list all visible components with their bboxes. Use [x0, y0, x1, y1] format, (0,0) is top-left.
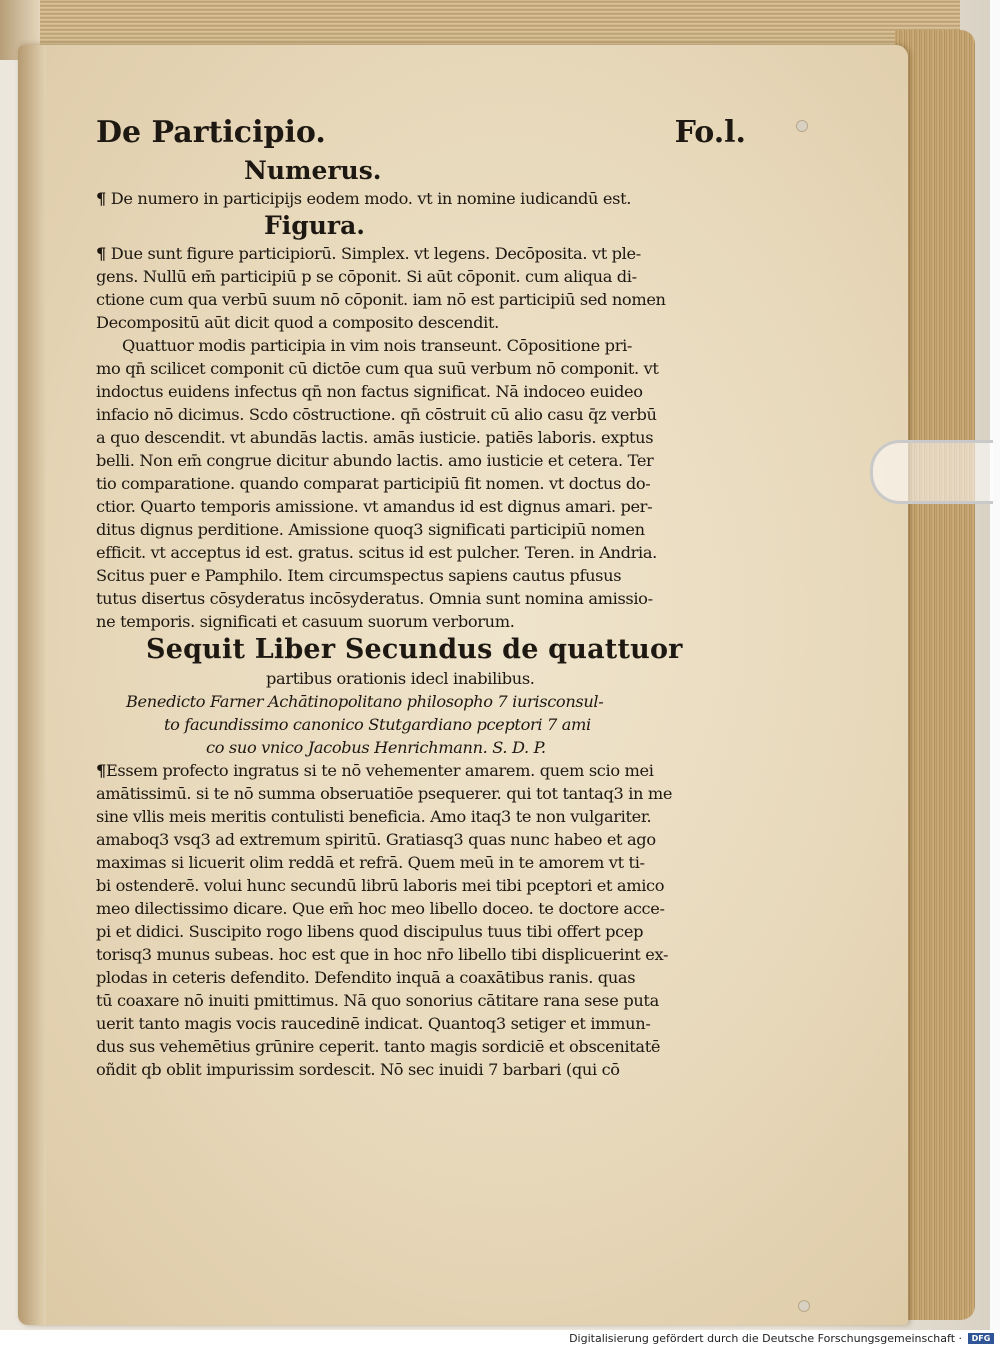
running-header [96, 115, 746, 155]
letter-line: tū coaxare nō inuiti pmittimus. Nā quo sonorius cātitare rana sese puta [96, 991, 659, 1010]
heading-numerus: Numerus. [244, 156, 382, 185]
numerus-text-content: De numero in participijs eodem modo. vt in nomine iudicandū est. [110, 189, 632, 208]
letter-line: meo dilectissimo dicare. Que em̄ hoc meo libello doceo. te doctore acce- [96, 899, 665, 918]
quattuor-line: indoctus euidens infectus qn̄ non factus significat. Nā indoceo euideo [96, 382, 643, 401]
footer-credit: Digitalisierung gefördert durch die Deutsche Forschungsgemeinschaft · [569, 1332, 962, 1345]
quattuor-line: ne temporis. significati et casuum suorum verborum. [96, 612, 515, 631]
quattuor-line: ctior. Quarto temporis amissione. vt amandus id est dignus amari. per- [96, 497, 653, 516]
pilcrow-icon: ¶ [96, 189, 106, 208]
folio-number: Fo.l. [674, 115, 746, 150]
letter-line: dus sus vehemētius grūnire ceperit. tanto magis sordiciē et obscenitatē [96, 1037, 661, 1056]
quattuor-line: tutus disertus cōsyderatus incōsyderatus. Omnia sunt nomina amissio- [96, 589, 653, 608]
heading-figura: Figura. [264, 211, 365, 240]
quattuor-line: ditus dignus perditione. Amissione quoq3 significati participiū nomen [96, 520, 645, 539]
page-hole [798, 1300, 810, 1312]
quattuor-line: Quattuor modis participia in vim nois transeunt. Cōpositione pri- [122, 336, 633, 355]
numerus-text [96, 187, 746, 210]
dfg-logo: DFG [968, 1333, 994, 1344]
book-clip [870, 440, 993, 504]
letter-line: amātissimū. si te nō summa obseruatiōe psequerer. qui tot tantaq3 in me [96, 784, 673, 803]
figura-line-text: Due sunt figure participiorū. Simplex. vt legens. Decōposita. vt ple- [110, 244, 641, 263]
dedication-line: to facundissimo canonico Stutgardiano pceptori 7 ami [164, 715, 591, 734]
letter-line: plodas in ceteris defendito. Defendito inquā a coaxātibus ranis. quas [96, 968, 636, 987]
letter-line-text: Essem profecto ingratus si te nō vehementer amarem. quem scio mei [105, 761, 654, 780]
letter-line: amaboq3 vsq3 ad extremum spiritū. Gratiasq3 quas nunc habeo et ago [96, 830, 656, 849]
figura-line [96, 242, 746, 265]
quattuor-line: tio comparatione. quando comparat participiū fit nomen. vt doctus do- [96, 474, 651, 493]
quattuor-line: mo qn̄ scilicet componit cū dictōe cum qua suū verbum nō componit. vt [96, 359, 659, 378]
figura-line: gens. Nullū em̄ participiū p se cōponit. Si aūt cōponit. cum aliqua di- [96, 267, 637, 286]
dedication-line: Benedicto Farner Achātinopolitano philosopho 7 iurisconsul- [126, 692, 604, 711]
letter-line [96, 759, 746, 782]
page-hole [796, 120, 808, 132]
letter-line: torisq3 munus subeas. hoc est que in hoc nr̄o libello tibi displicuerint ex- [96, 945, 669, 964]
figura-line: ctione cum qua verbū suum nō cōponit. iam nō est participiū sed nomen [96, 290, 666, 309]
letter-line: oñdit qb oblit impurissim sordescit. Nō sec inuidi 7 barbari (qui cō [96, 1060, 620, 1079]
quattuor-line: Scitus puer e Pamphilo. Item circumspectus sapiens cautus pfusus [96, 566, 622, 585]
footer-bar [0, 1330, 1000, 1347]
page-text [96, 115, 746, 1081]
quattuor-line: belli. Non em̄ congrue dicitur abundo lactis. amo iusticie et cetera. Ter [96, 451, 654, 470]
figura-line: Decompositū aūt dicit quod a composito descendit. [96, 313, 499, 332]
letter-line: maximas si licuerit olim reddā et refrā. Quem meū in te amorem vt ti- [96, 853, 645, 872]
dedication-line: co suo vnico Jacobus Henrichmann. S. D. P. [206, 738, 546, 757]
liber-secundus-heading: Sequit Liber Secundus de quattuor [146, 634, 683, 665]
quattuor-line: efficit. vt acceptus id est. gratus. scitus id est pulcher. Teren. in Andria. [96, 543, 657, 562]
quattuor-line: infacio nō dicimus. Scdo cōstructione. qn̄ cōstruit cū alio casu q̄z verbū [96, 405, 657, 424]
quattuor-line: a quo descendit. vt abundās lactis. amās iusticie. patiēs laboris. exptus [96, 428, 654, 447]
page-gutter [18, 45, 46, 1325]
pilcrow-icon: ¶ [96, 244, 106, 263]
liber-secundus-subheading: partibus orationis idecl inabilibus. [266, 669, 535, 688]
running-title: De Participio. [96, 115, 326, 150]
pilcrow-icon: ¶ [96, 761, 106, 780]
letter-line: uerit tanto magis vocis raucedinē indicat. Quantoq3 setiger et immun- [96, 1014, 651, 1033]
letter-line: bi ostenderē. volui hunc secundū librū laboris mei tibi pceptori et amico [96, 876, 665, 895]
letter-line: pi et didici. Suscipito rogo libens quod discipulus tuus tibi offert pcep [96, 922, 644, 941]
letter-line: sine vllis meis meritis contulisti beneficia. Amo itaq3 te non vulgariter. [96, 807, 652, 826]
